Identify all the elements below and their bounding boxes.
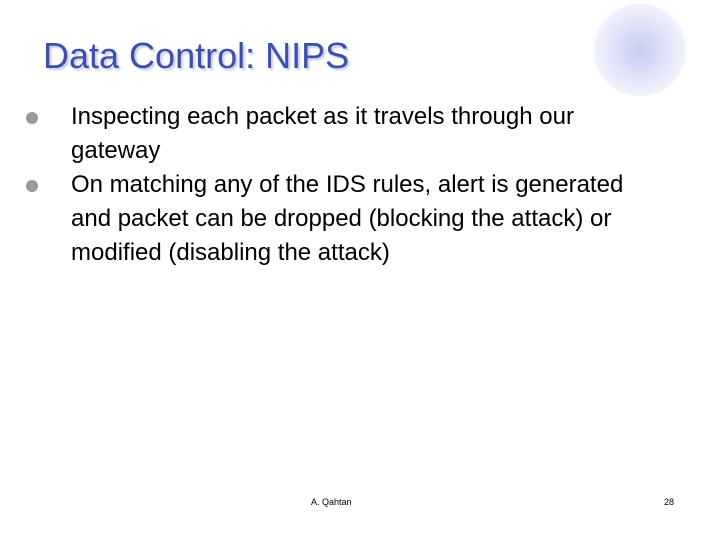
footer-author: A. Qahtan [311,497,352,507]
bullet-item [20,100,640,168]
page-number: 28 [664,497,675,507]
bullet-list [20,100,640,270]
bullet-text: Inspecting each packet as it travels through our gateway [71,103,574,164]
decorative-glow-circle [594,4,686,96]
bullet-item [20,168,640,270]
circle-bullet-icon [26,112,38,124]
slide-title: Data Control: NIPS [43,35,350,76]
bullet-text: On matching any of the IDS rules, alert is generated and packet can be dropped (blocking the attack) or modified (disabling the attack) [71,171,624,266]
circle-bullet-icon [26,180,38,192]
